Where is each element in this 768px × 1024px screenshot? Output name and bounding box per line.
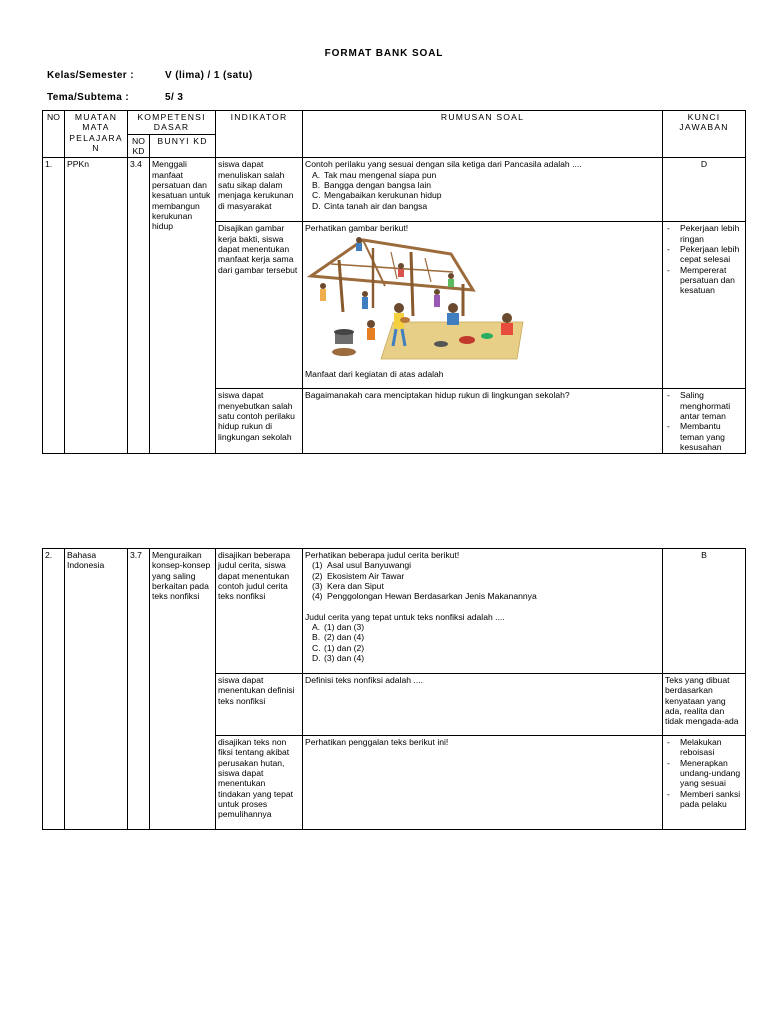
- option-text: Tak mau mengenal siapa pun: [324, 169, 437, 180]
- answer-key-cell: [663, 222, 746, 389]
- answer-options: [305, 170, 660, 211]
- option-b: [312, 632, 660, 642]
- question-text: Judul cerita yang tepat untuk teks nonfiksi adalah ....: [305, 611, 505, 622]
- story-title: [312, 581, 660, 591]
- option-text: Cinta tanah air dan bangsa: [324, 200, 428, 211]
- kd-text-cell: Menggali manfaat persatuan dan kesatuan untuk membangun kerukunan hidup: [150, 158, 216, 454]
- answer-key-item: - Pekerjaan lebih cepat selesai: [665, 244, 743, 265]
- header-no: NO: [43, 111, 65, 158]
- option-text: (2) dan (4): [324, 632, 365, 643]
- title-number: (1): [312, 560, 323, 571]
- header-question: RUMUSAN SOAL: [303, 111, 663, 158]
- story-title: [312, 560, 660, 570]
- option-a: [312, 170, 660, 180]
- option-letter: C.: [312, 190, 321, 201]
- question-cell: [303, 549, 663, 674]
- answer-key-item: - Saling menghormati antar teman: [665, 390, 743, 421]
- theme-subtheme-label: Tema/Subtema :: [47, 92, 130, 103]
- option-text: Bangga dengan bangsa lain: [324, 179, 432, 190]
- answer-key-list: [665, 737, 743, 809]
- question-intro: Perhatikan beberapa judul cerita berikut!: [305, 550, 460, 560]
- theme-subtheme-value: 5/ 3: [165, 92, 184, 103]
- kd-number-cell: 3.7: [128, 549, 150, 830]
- question-cell: [303, 222, 663, 389]
- answer-key-item: - Pekerjaan lebih ringan: [665, 223, 743, 244]
- indicator-cell: siswa dapat menyebutkan salah satu contoh perilaku hidup rukun di lingkungan sekolah: [216, 389, 303, 454]
- option-text: (3) dan (4): [324, 652, 365, 663]
- option-letter: D.: [312, 200, 321, 211]
- answer-key-cell: Teks yang dibuat berdasarkan kenyataan yang ada, realita dan tidak mengada-ada: [663, 674, 746, 736]
- option-d: [312, 201, 660, 211]
- title-text: Kera dan Siput: [327, 580, 384, 591]
- option-letter: D.: [312, 652, 321, 663]
- title-number: (4): [312, 591, 323, 602]
- title-text: Penggolongan Hewan Berdasarkan Jenis Makanannya: [327, 591, 537, 602]
- indicator-cell: siswa dapat menentukan definisi teks nonfiksi: [216, 674, 303, 736]
- title-number: (2): [312, 570, 323, 581]
- header-kd-number: NO KD: [128, 134, 150, 158]
- option-text: Mengabaikan kerukunan hidup: [324, 190, 442, 201]
- header-row: [43, 111, 746, 135]
- question-bank-table-2: [42, 548, 746, 830]
- subject-cell: Bahasa Indonesia: [65, 549, 128, 830]
- header-competency: KOMPETENSI DASAR: [128, 111, 216, 135]
- row-number: 2.: [43, 549, 65, 830]
- question-followup: Manfaat dari kegiatan di atas adalah: [305, 368, 444, 379]
- option-c: [312, 190, 660, 200]
- table-row: [43, 549, 746, 674]
- header-answer-key: KUNCI JAWABAN: [663, 111, 746, 158]
- answer-options: [305, 622, 660, 663]
- class-semester-line: [47, 70, 253, 81]
- community-work-illustration: [301, 234, 531, 369]
- question-cell: Perhatikan penggalan teks berikut ini!: [303, 736, 663, 830]
- option-letter: B.: [312, 632, 321, 643]
- theme-subtheme-line: [47, 92, 183, 103]
- story-title-list: [305, 560, 660, 601]
- option-text: (1) dan (2): [324, 642, 365, 653]
- subject-cell: PPKn: [65, 158, 128, 454]
- indicator-cell: disajikan beberapa judul cerita, siswa dapat menentukan contoh judul cerita teks nonfiksi: [216, 549, 303, 674]
- header-kd-text: BUNYI KD: [150, 134, 216, 158]
- document-title: FORMAT BANK SOAL: [324, 48, 444, 59]
- answer-key-list: [665, 223, 743, 295]
- answer-key-list: [665, 390, 743, 452]
- answer-key-item: - Menerapkan undang-undang yang sesuai: [665, 758, 743, 789]
- answer-key-cell: [663, 736, 746, 830]
- answer-key-item: - Melakukan reboisasi: [665, 737, 743, 758]
- option-letter: A.: [312, 621, 321, 632]
- answer-key-item: - Mempererat persatuan dan kesatuan: [665, 265, 743, 296]
- option-b: [312, 180, 660, 190]
- question-intro: Perhatikan gambar berikut!: [305, 223, 409, 234]
- indicator-cell: disajikan teks non fiksi tentang akibat perusakan hutan, siswa dapat menentukan tindakan yang tepat untuk proses pemulihannya: [216, 736, 303, 830]
- question-bank-table-1: [42, 110, 746, 454]
- header-indicator: INDIKATOR: [216, 111, 303, 158]
- kd-text-cell: Menguraikan konsep-konsep yang saling berkaitan pada teks nonfiksi: [150, 549, 216, 830]
- title-text: Asal usul Banyuwangi: [327, 560, 412, 571]
- option-letter: A.: [312, 169, 321, 180]
- option-a: [312, 622, 660, 632]
- answer-key-cell: D: [663, 158, 746, 222]
- option-c: [312, 643, 660, 653]
- answer-key-item: - Memberi sanksi pada pelaku: [665, 789, 743, 810]
- option-letter: C.: [312, 642, 321, 653]
- question-cell: Bagaimanakah cara menciptakan hidup rukun di lingkungan sekolah?: [303, 389, 663, 454]
- title-number: (3): [312, 580, 323, 591]
- story-title: [312, 571, 660, 581]
- table-row: [43, 158, 746, 222]
- question-text: Contoh perilaku yang sesuai dengan sila ketiga dari Pancasila adalah ....: [305, 159, 582, 170]
- class-semester-label: Kelas/Semester :: [47, 70, 135, 81]
- answer-key-cell: B: [663, 549, 746, 674]
- indicator-cell: Disajikan gambar kerja bakti, siswa dapat menentukan manfaat kerja sama dari gambar tersebut: [216, 222, 303, 389]
- class-semester-value: V (lima) / 1 (satu): [165, 70, 253, 81]
- option-text: (1) dan (3): [324, 621, 365, 632]
- question-cell: Definisi teks nonfiksi adalah ....: [303, 674, 663, 736]
- indicator-cell: siswa dapat menuliskan salah satu sikap dalam menjaga kerukunan di masyarakat: [216, 158, 303, 222]
- answer-key-cell: [663, 389, 746, 454]
- option-d: [312, 653, 660, 663]
- row-number: 1.: [43, 158, 65, 454]
- title-text: Ekosistem Air Tawar: [327, 570, 405, 581]
- option-letter: B.: [312, 179, 321, 190]
- question-cell: [303, 158, 663, 222]
- story-title: [312, 591, 660, 601]
- answer-key-item: - Membantu teman yang kesusahan: [665, 421, 743, 452]
- header-subject: MUATAN MATA PELAJARA N: [65, 111, 128, 158]
- kd-number-cell: 3.4: [128, 158, 150, 454]
